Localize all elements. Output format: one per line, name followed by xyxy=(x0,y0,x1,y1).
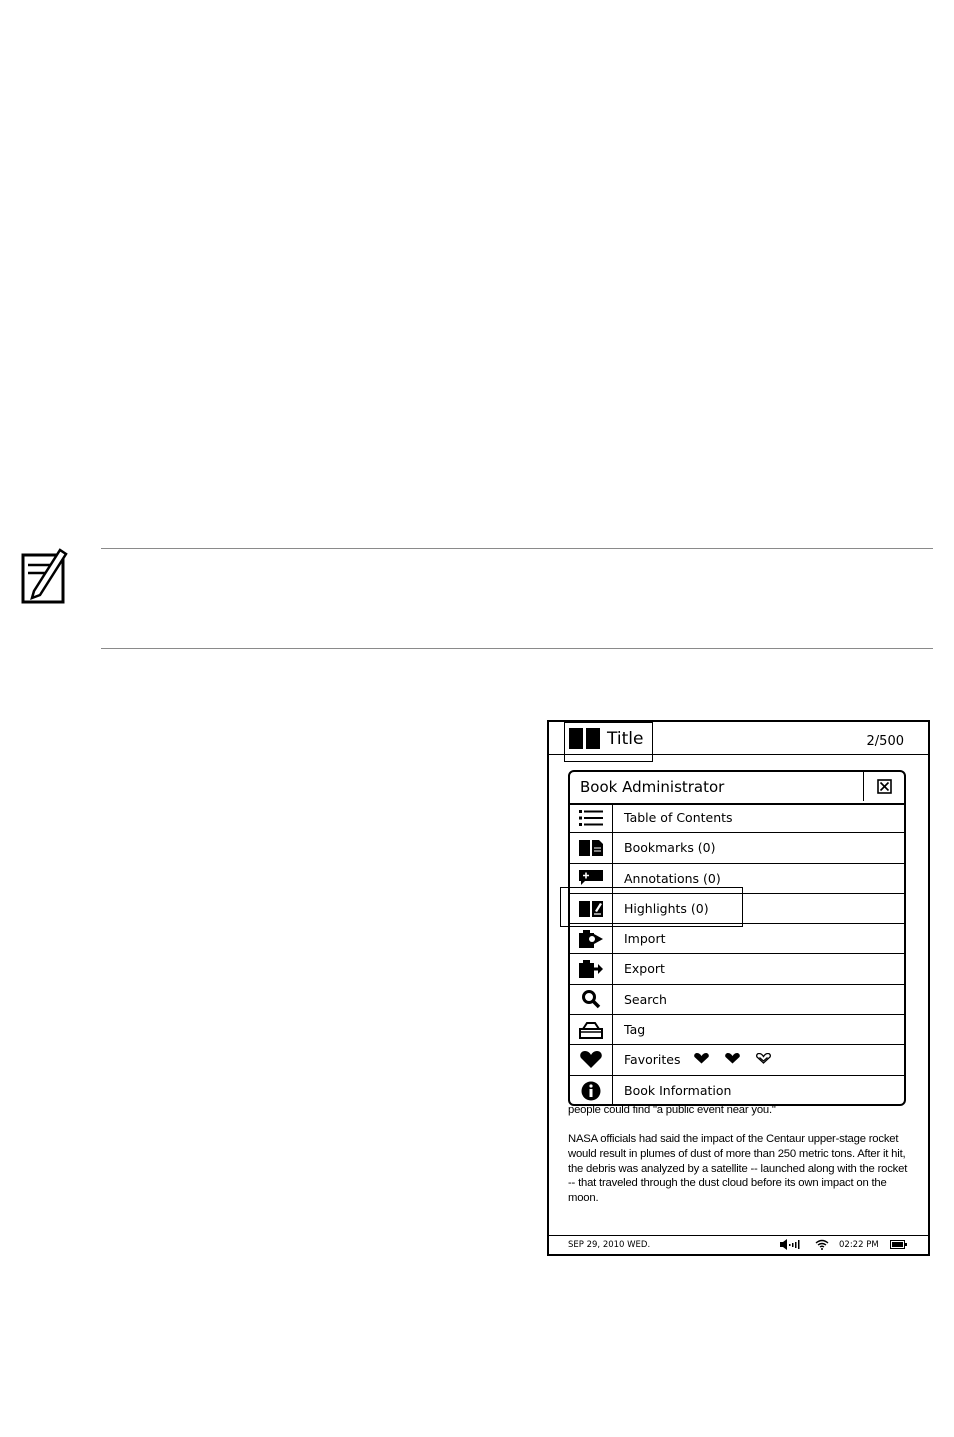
menu-item-bookmarks[interactable] xyxy=(570,833,904,863)
menu-item-label: Favorites xyxy=(624,1052,681,1068)
body-text-fragment: people could find "a public event near you." xyxy=(568,1104,776,1116)
heart-outline-icon[interactable] xyxy=(756,1053,771,1064)
device-screen xyxy=(547,720,930,1256)
close-button[interactable] xyxy=(863,772,904,801)
menu-item-label: Import xyxy=(624,931,666,947)
note-divider-top xyxy=(101,548,933,549)
menu-item-label: Search xyxy=(624,991,667,1007)
note-icon xyxy=(20,545,68,605)
menu-item-label: Bookmarks (0) xyxy=(624,840,716,856)
book-administrator-menu xyxy=(568,770,906,1106)
page-counter: 2/500 xyxy=(866,734,904,749)
status-time: 02:22 PM xyxy=(839,1240,879,1250)
import-icon xyxy=(579,930,603,948)
menu-item-export[interactable] xyxy=(570,954,904,984)
menu-item-search[interactable] xyxy=(570,985,904,1015)
heart-icon xyxy=(580,1051,602,1069)
menu-header xyxy=(570,772,904,805)
annotation-icon xyxy=(579,870,603,886)
menu-list xyxy=(570,803,904,1106)
menu-item-table-of-contents[interactable] xyxy=(570,803,904,833)
menu-item-label: Highlights (0) xyxy=(624,900,709,916)
status-date: SEP 29, 2010 WED. xyxy=(568,1240,651,1250)
menu-item-label: Tag xyxy=(624,1022,646,1038)
list-icon xyxy=(579,810,603,826)
menu-item-book-information[interactable] xyxy=(570,1076,904,1106)
highlights-callout-box xyxy=(560,887,743,927)
heart-filled-icon[interactable] xyxy=(725,1053,740,1064)
info-icon xyxy=(581,1081,601,1101)
volume-icon[interactable] xyxy=(780,1239,802,1250)
menu-item-favorites[interactable] xyxy=(570,1045,904,1075)
menu-title: Book Administrator xyxy=(580,778,725,796)
search-icon xyxy=(581,989,601,1009)
battery-icon xyxy=(890,1240,907,1249)
favorite-rating xyxy=(694,1053,771,1064)
menu-item-import[interactable] xyxy=(570,924,904,954)
menu-item-tag[interactable] xyxy=(570,1015,904,1045)
menu-item-label: Book Information xyxy=(624,1082,732,1098)
tag-icon xyxy=(579,1021,603,1039)
menu-item-label: Annotations (0) xyxy=(624,870,721,886)
wifi-icon[interactable] xyxy=(815,1239,829,1250)
close-icon xyxy=(877,779,892,794)
note-divider-bottom xyxy=(101,648,933,649)
bookmark-icon xyxy=(579,840,603,856)
menu-item-label: Table of Contents xyxy=(624,810,733,825)
status-bar xyxy=(549,1235,928,1254)
body-text-paragraph: NASA officials had said the impact of the Centaur upper-stage rocket would result in plumes of dust of more than 250 metric tons. After it hit, the debris was analyzed by a satellite -- launched along with the rocket -- that traveled through the dust cloud before its own impact on the moon. xyxy=(568,1133,908,1205)
export-icon xyxy=(579,960,603,978)
title-callout-box xyxy=(564,722,653,762)
heart-filled-icon[interactable] xyxy=(694,1053,709,1064)
menu-item-label: Export xyxy=(624,961,665,977)
book-title: Title xyxy=(607,729,644,749)
